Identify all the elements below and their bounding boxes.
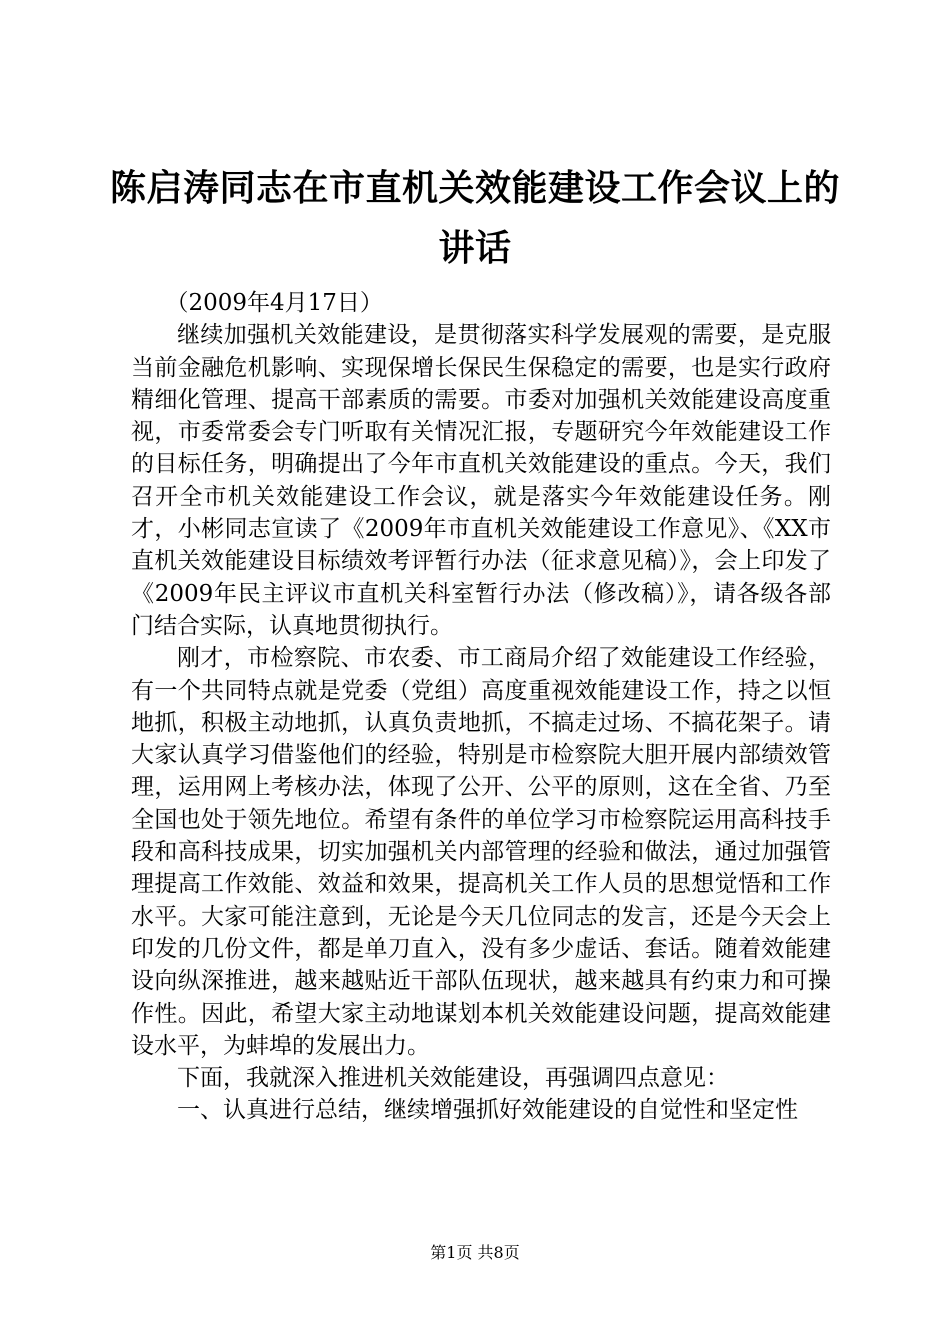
section-heading-1: 一、认真进行总结，继续增强抓好效能建设的自觉性和坚定性 xyxy=(177,1097,798,1124)
document-title: 陈启涛同志在市直机关效能建设工作会议上的讲话 xyxy=(110,167,841,269)
paragraph-2: 刚才，市检察院、市农委、市工商局介绍了效能建设工作经验，有一个共同特点就是党委（党组）高度重视效能建设工作，持之以恒地抓，积极主动地抓，认真负责地抓，不搞走过场、不搞花架子。请大家认真学习借鉴他们的经验，特别是市检察院大胆开展内部绩效管理，运用网上考核办法，体现了公开、公平的原则，这在全省、乃至全国也处于领先地位。希望有条件的单位学习市检察院运用高科技手段和高科技成果，切实加强机关内部管理的经验和做法，通过加强管理提高工作效能、效益和效果，提高机关工作人员的思想觉悟和工作水平。大家可能注意到，无论是今天几位同志的发言，还是今天会上印发的几份文件，都是单刀直入，没有多少虚话、套话。随着效能建设向纵深推进，越来越贴近干部队伍现状，越来越具有约束力和可操作性。因此，希望大家主动地谋划本机关效能建设问题，提高效能建设水平，为蚌埠的发展出力。 xyxy=(131,645,831,1059)
paragraph-3: 下面，我就深入推进机关效能建设，再强调四点意见： xyxy=(177,1065,729,1092)
document-body xyxy=(131,287,831,1127)
speech-date: （2009年4月17日） xyxy=(165,290,383,316)
paragraph-1: 继续加强机关效能建设，是贯彻落实科学发展观的需要，是克服当前金融危机影响、实现保增长保民生保稳定的需要，也是实行政府精细化管理、提高干部素质的需要。市委对加强机关效能建设高度重视，市委常委会专门听取有关情况汇报，专题研究今年效能建设工作的目标任务，明确提出了今年市直机关效能建设的重点。今天，我们召开全市机关效能建设工作会议，就是落实今年效能建设任务。刚才，小彬同志宣读了《2009年市直机关效能建设工作意见》、《XX市直机关效能建设目标绩效考评暂行办法（征求意见稿）》，会上印发了《2009年民主评议市直机关科室暂行办法（修改稿）》，请各级各部门结合实际，认真地贯彻执行。 xyxy=(131,322,831,639)
page-footer: 第1页 共8页 xyxy=(430,1243,520,1262)
